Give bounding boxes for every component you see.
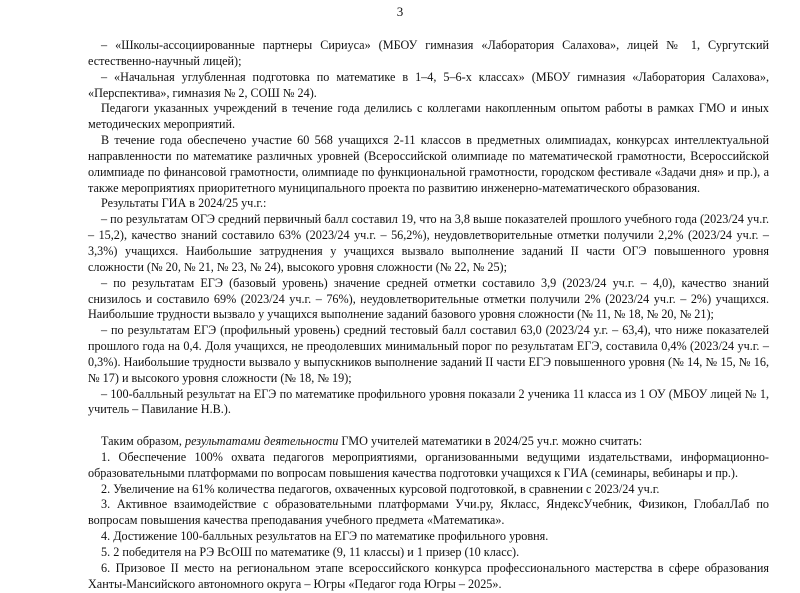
result-item: 2. Увеличение на 61% количества педагогов, охваченных курсовой подготовкой, в сравнении с 2023/24 уч.г. [101,481,660,496]
summary-after: ГМО учителей математики в 2024/25 уч.г. можно считать: [338,434,643,449]
result-item: 3. Активное взаимодействие с образовательными платформами Учи.ру, Якласс, ЯндексУчебник, Физикон, ГлобалЛаб по вопросам повышения качества преподавания учебного предмета «Математика». [88,497,769,528]
summary-before: Таким образом, [101,434,185,449]
paragraph-oge: – по результатам ОГЭ средний первичный балл составил 19, что на 3,8 выше показателей прошлого учебного года (2023/24 уч.г. – 15,2), качество знаний составило 63% (2023/24 уч.г. – 56,2%), неудовлетворительные отметки получили 2,2% (2023/24 уч.г. – 3,3%) учащихся. Наибольшие затруднения у учащихся вызвало выполнение заданий II части ОГЭ повышенного уровня сложности (№ 20, № 21, № 23, № 24), высокого уровня сложности (№ 22, № 25); [88,212,769,274]
paragraph: – «Школы-ассоциированные партнеры Сириуса» (МБОУ гимназия «Лаборатория Салахова», лицей № 1, Сургутский естественно-научный лицей); [88,38,769,68]
result-item: 6. Призовое II место на региональном этапе всероссийского конкурса профессионального мастерства в сфере образования Ханты-Мансийского автономного округа – Югры «Педагог года Югры – 2025». [88,560,769,591]
paragraph: Педагоги указанных учреждений в течение года делились с коллегами накопленным опытом работы в рамках ГМО и иных методических мероприятий. [88,101,769,132]
document-body [88,38,769,593]
paragraph: – «Начальная углубленная подготовка по математике в 1–4, 5–6-х классах» (МБОУ гимназия «Лаборатория Салахова», «Перспектива», гимназия № 2, СОШ № 24). [88,69,769,100]
result-item: 1. Обеспечение 100% охвата педагогов мероприятиями, организованными ведущими издательствами, информационно-образовательными платформами по вопросам повышения качества подготовки учащихся к ГИА (семинары, вебинары и пр.). [88,449,769,480]
paragraph-100-points: – 100-балльный результат на ЕГЭ по математике профильного уровня показали 2 ученика 11 класса из 1 ОУ (МБОУ лицей № 1, учитель – Павилание Н.В.). [88,386,769,417]
paragraph-ege-base: – по результатам ЕГЭ (базовый уровень) значение средней отметки составило 3,9 (2023/24 уч.г. – 4,0), качество знаний снизилось и составило 69% (2023/24 уч.г. – 76%), неудовлетворительные отметки получили 2% (2023/24 уч.г. – 2%) учащихся. Наибольшие трудности вызвало у учащихся выполнение заданий базового уровня сложности (№ 11, № 18, № 20, № 21); [88,275,769,322]
summary-italic: результатами деятельности [184,434,339,449]
gia-results-heading: Результаты ГИА в 2024/25 уч.г.: [101,196,267,211]
paragraph: В течение года обеспечено участие 60 568 учащихся 2-11 классов в предметных олимпиадах, конкурсах интеллектуальной направленности по математике различных уровней (Всероссийской олимпиаде по математической грамотности, Всероссийской олимпиаде по финансовой грамотности, олимпиаде по функциональной грамотности, городском фестивале «Задачи дня» и пр.), а также мероприятиях приоритетного муниципального проекта по развитию инженерно-математического образования. [88,133,769,195]
summary-intro [88,434,769,450]
result-item: 4. Достижение 100-балльных результатов на ЕГЭ по математике профильного уровня. [101,529,549,544]
page-number: 3 [396,4,404,19]
result-item: 5. 2 победителя на РЭ ВсОШ по математике (9, 11 классы) и 1 призер (10 класс). [101,545,520,559]
paragraph-ege-profile: – по результатам ЕГЭ (профильный уровень) средний тестовый балл составил 63,0 (2023/24 у.г. – 63,4), что ниже показателей прошлого года на 0,4. Доля учащихся, не преодолевших минимальный порог по результатам ЕГЭ, составила 0,4% (2023/24 уч.г. – 0,3%). Наибольшие трудности вызвало у выпускников выполнение заданий II части ЕГЭ повышенного уровня (№ 14, № 15, № 16, № 17) и высокого уровня сложности (№ 18, № 19); [88,323,769,385]
